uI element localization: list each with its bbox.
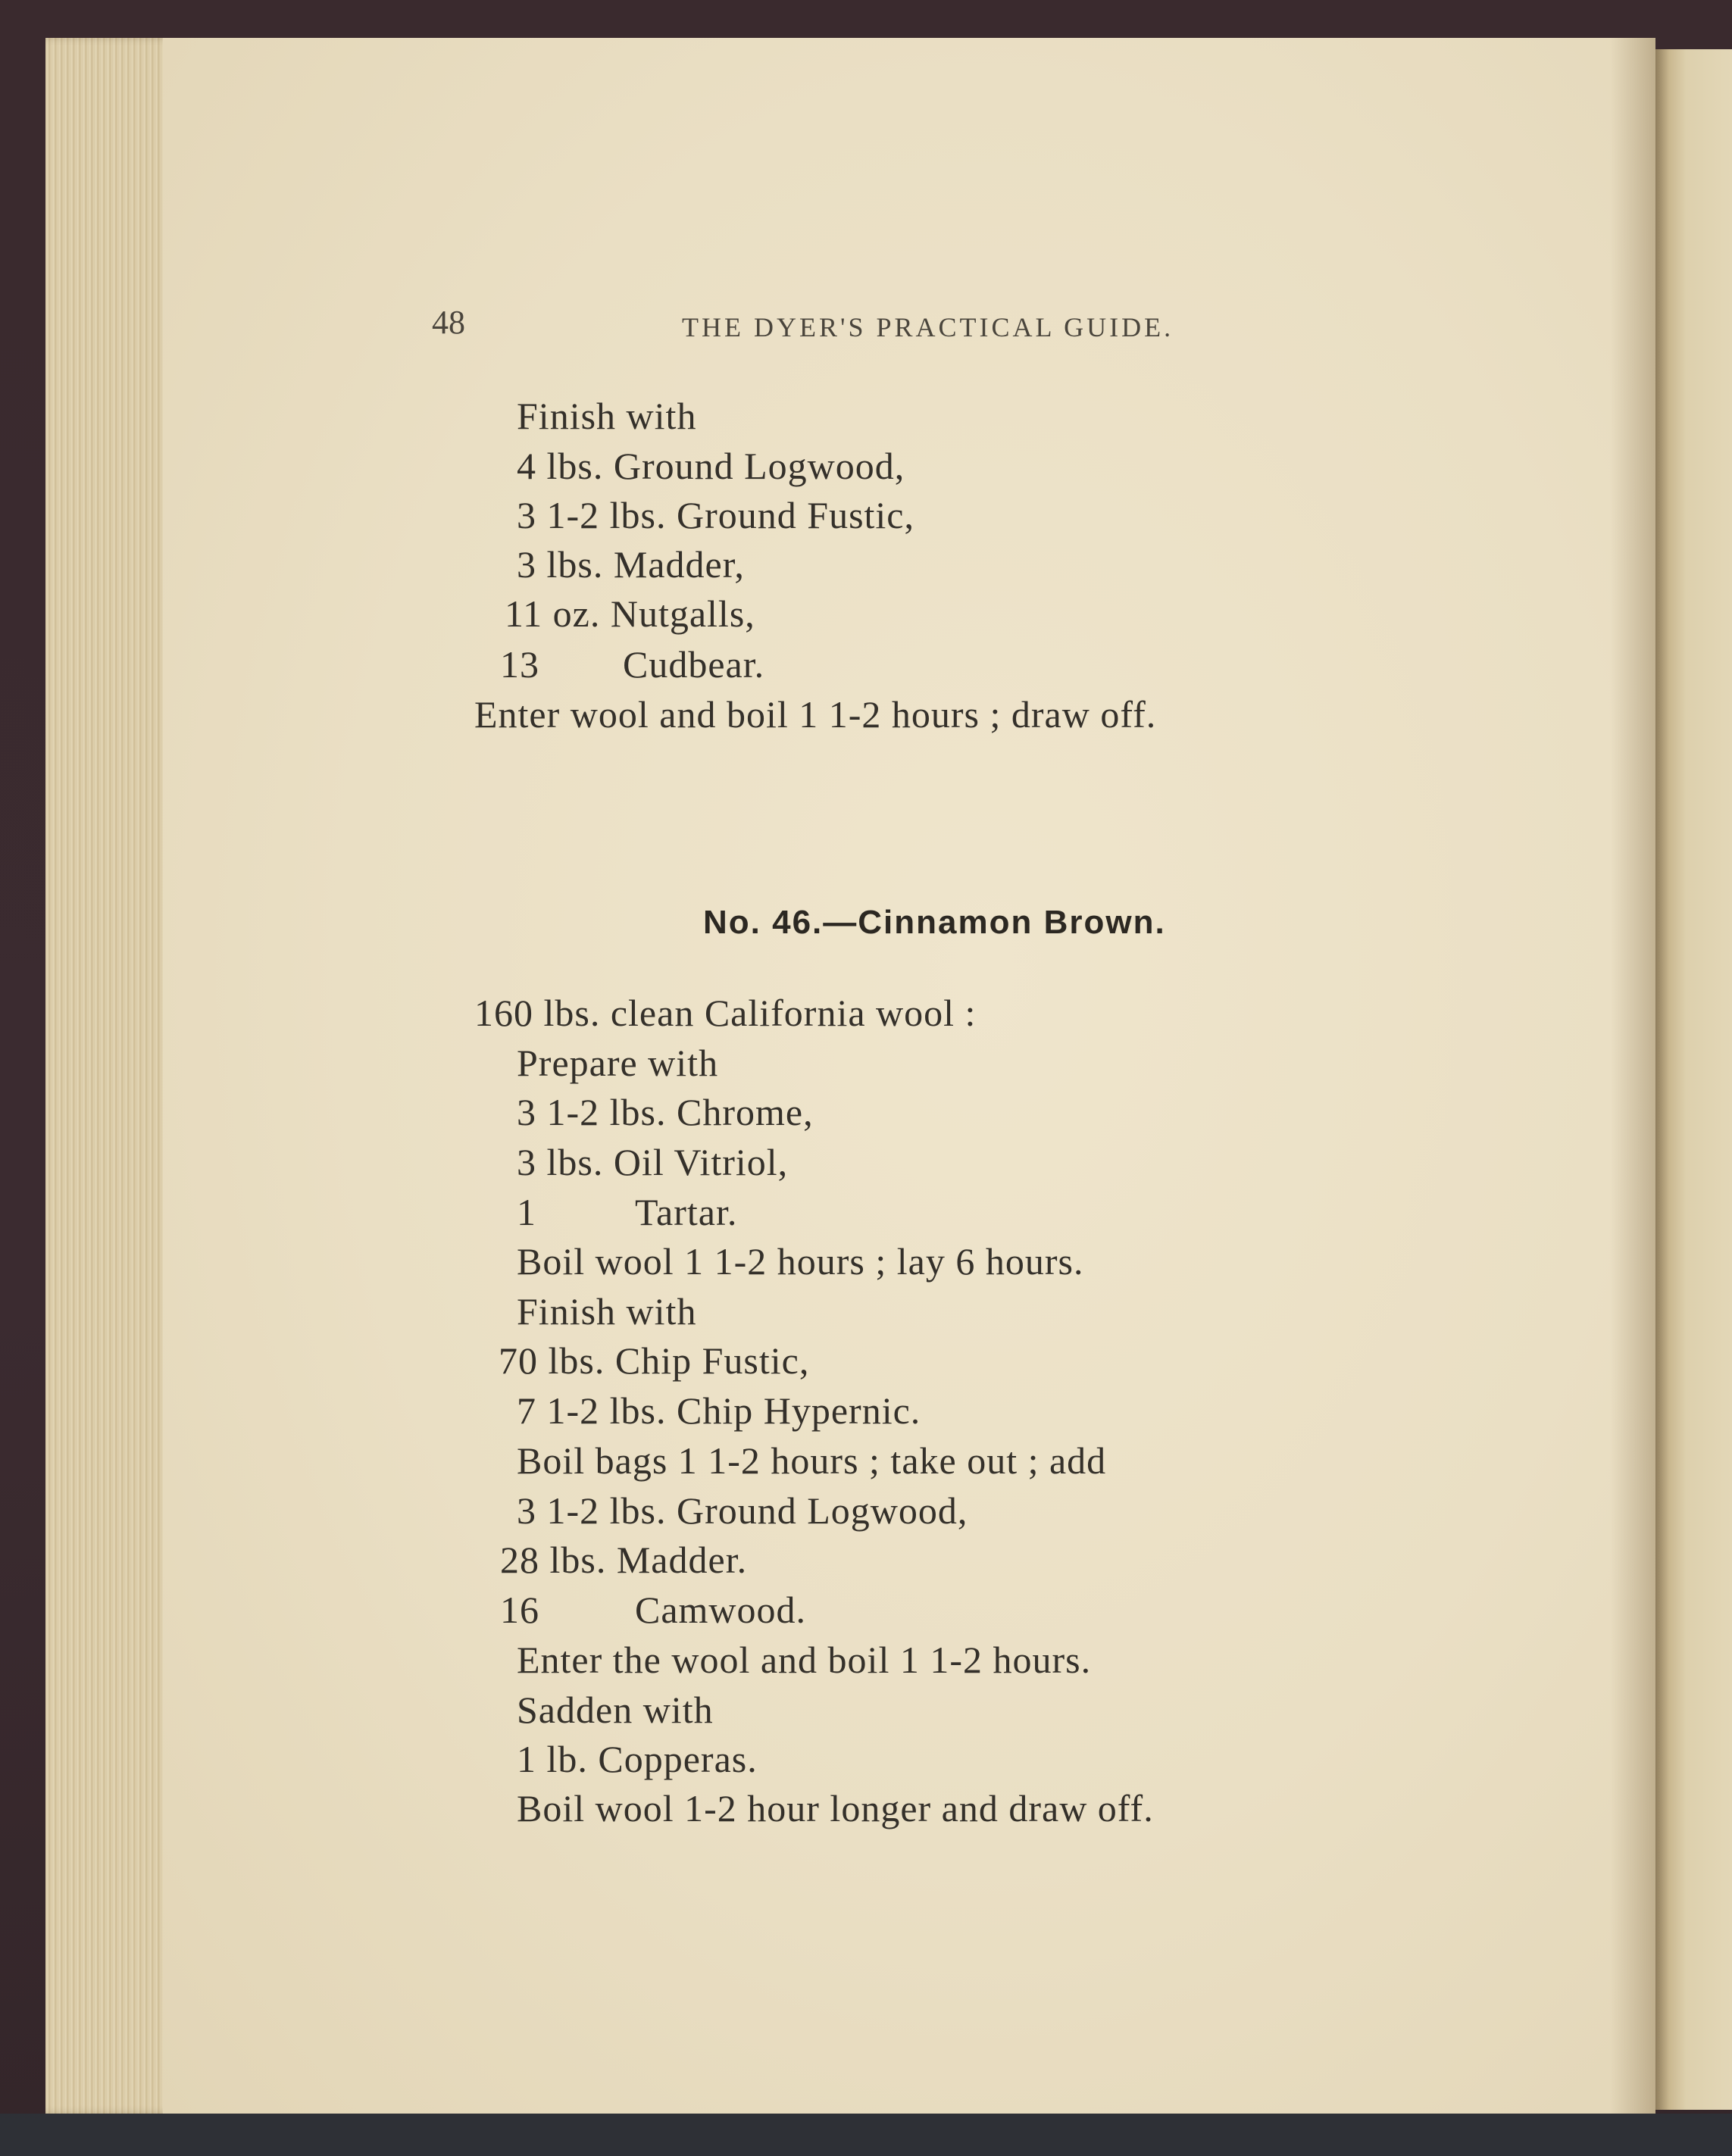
- text-line: 1: [517, 1191, 536, 1233]
- text-line: 3 1-2 lbs. Ground Fustic,: [517, 494, 914, 536]
- text-line: Enter wool and boil 1 1-2 hours ; draw off.: [474, 693, 1157, 736]
- text-line: Enter the wool and boil 1 1-2 hours.: [517, 1639, 1092, 1681]
- text-line: Camwood.: [635, 1589, 807, 1631]
- text-line: Prepare with: [517, 1042, 719, 1084]
- text-line: Boil bags 1 1-2 hours ; take out ; add: [517, 1439, 1107, 1482]
- text-line: 16: [500, 1589, 539, 1631]
- text-line: Sadden with: [517, 1689, 714, 1731]
- text-line: 160 lbs. clean California wool :: [474, 992, 977, 1034]
- text-line: 3 1-2 lbs. Chrome,: [517, 1091, 814, 1133]
- text-line: 28 lbs. Madder.: [500, 1539, 748, 1581]
- text-line: 3 lbs. Oil Vitriol,: [517, 1141, 789, 1183]
- recipe-heading: No. 46.—Cinnamon Brown.: [703, 904, 1166, 941]
- text-line: 3 lbs. Madder,: [517, 543, 745, 586]
- page-gutter-shadow: [1610, 38, 1655, 2114]
- text-line: 13: [500, 643, 539, 686]
- text-line: 1 lb. Copperas.: [517, 1738, 758, 1780]
- facing-page-edge: [1655, 49, 1732, 2110]
- text-line: 3 1-2 lbs. Ground Logwood,: [517, 1489, 968, 1532]
- text-line: Finish with: [517, 395, 697, 437]
- page-number: 48: [432, 304, 465, 341]
- text-line: 7 1-2 lbs. Chip Hypernic.: [517, 1389, 921, 1432]
- page-stack-edge: [45, 38, 174, 2114]
- text-line: 70 lbs. Chip Fustic,: [499, 1339, 810, 1382]
- text-line: Boil wool 1-2 hour longer and draw off.: [517, 1787, 1154, 1829]
- text-line: Tartar.: [635, 1191, 738, 1233]
- text-line: Boil wool 1 1-2 hours ; lay 6 hours.: [517, 1240, 1084, 1283]
- background-surface: [0, 2114, 1732, 2156]
- running-title: THE DYER'S PRACTICAL GUIDE.: [682, 312, 1174, 342]
- text-line: 11 oz. Nutgalls,: [505, 592, 755, 635]
- text-line: Finish with: [517, 1290, 697, 1333]
- text-line: 4 lbs. Ground Logwood,: [517, 445, 905, 487]
- text-line: Cudbear.: [623, 643, 765, 686]
